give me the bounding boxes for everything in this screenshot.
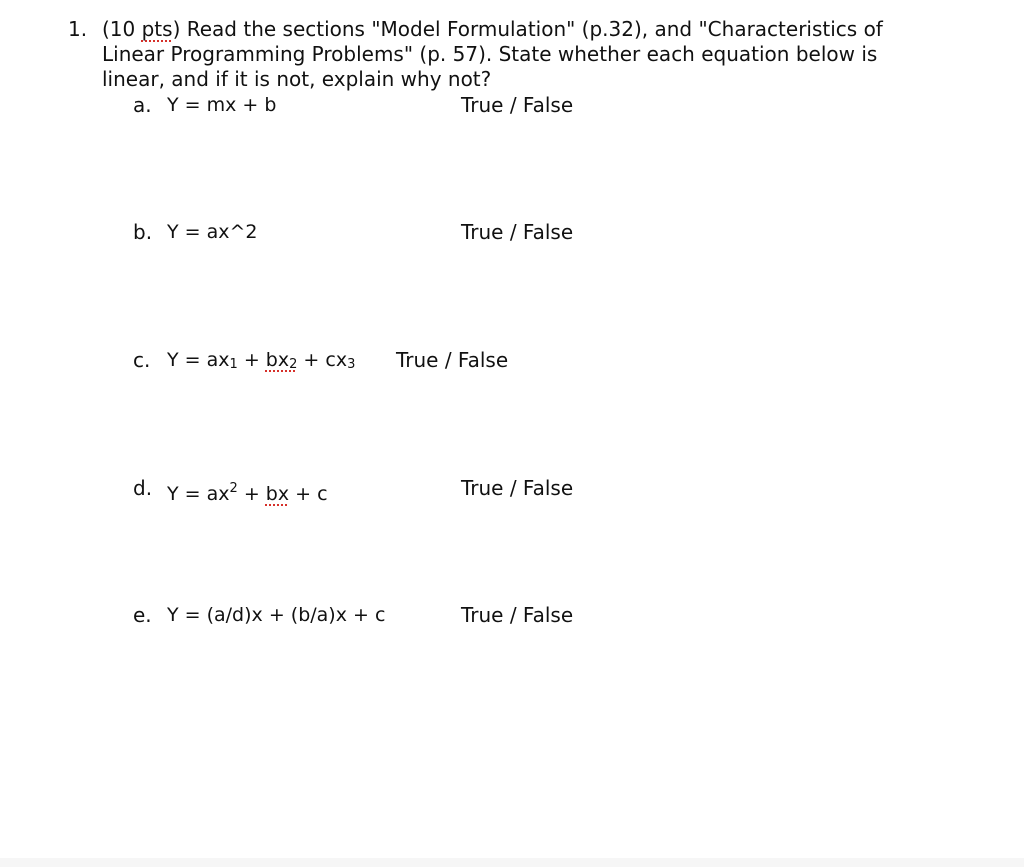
item-c-true-false: True / False — [396, 348, 509, 372]
item-c-bx-word: $bx_2$ — [265, 349, 298, 372]
item-a-true-false: True / False — [461, 93, 574, 117]
question-line-3: linear, and if it is not, explain why not? — [102, 67, 492, 91]
item-b-equation: Y = ax^2 — [167, 221, 258, 243]
page-bottom-edge — [0, 858, 1024, 867]
item-b-true-false: True / False — [461, 220, 574, 244]
item-d-equation: $Y = ax^2$ + bx + c — [167, 481, 328, 505]
item-d-bx-word: bx — [265, 483, 290, 505]
points-open: (10 — [102, 17, 142, 41]
item-d-letter: d. — [133, 476, 153, 500]
item-e-letter: e. — [133, 603, 152, 627]
item-a-letter: a. — [133, 93, 152, 117]
question-line-1 — [102, 17, 892, 42]
item-e-true-false: True / False — [461, 603, 574, 627]
item-c-equation: $Y = ax_1 + bx_2 + cx_3$ — [167, 349, 356, 372]
item-d-true-false: True / False — [461, 476, 574, 500]
points-word: pts — [141, 17, 173, 41]
item-b-letter: b. — [133, 220, 153, 244]
question-line-1-rest: ) Read the sections "Model Formulation" (p.32), and "Characteristics of — [172, 17, 883, 41]
item-e-equation: Y = (a/d)x + (b/a)x + c — [167, 604, 386, 626]
item-c-letter: c. — [133, 348, 151, 372]
question-number: 1. — [68, 17, 88, 41]
item-a-equation: Y = mx + b — [167, 94, 277, 116]
question-prompt — [102, 17, 892, 92]
question-line-2: Linear Programming Problems" (p. 57). State whether each equation below is — [102, 42, 878, 66]
